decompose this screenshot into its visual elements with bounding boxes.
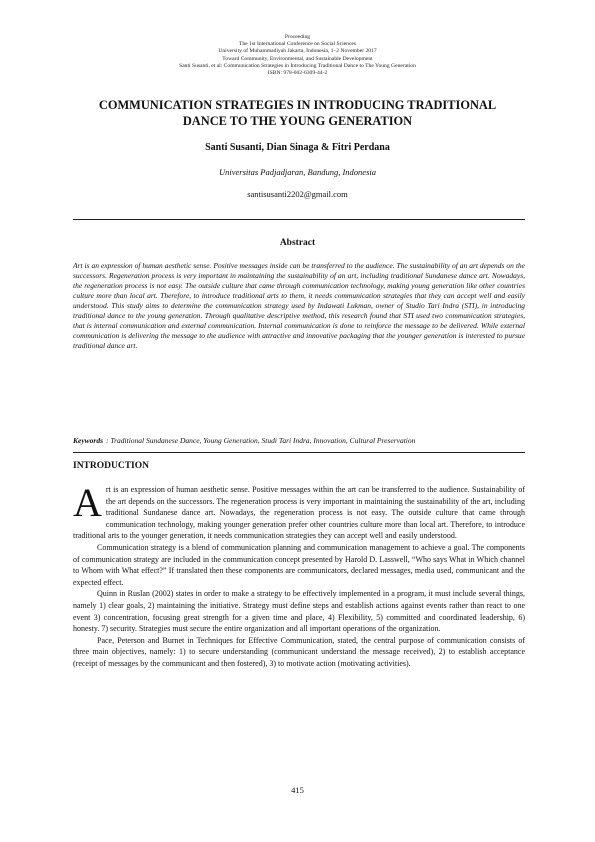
intro-paragraph-1-text: rt is an expression of human aesthetic sense. Positive messages within the art can be transferred to the audience. Sustainability of the art depends on the successors. The regeneration process is very important in maintaining the sustainability of the art, including traditional Sundanese dance art. Nowadays, the regeneration process is not easy. The outside culture that came through communication technology, making younger generation prefer other countries culture more than local art. Therefore, to introduce traditional arts to the younger generation, it needs communication strategies they can accept well and easily understood.: [73, 485, 525, 541]
running-header: [0, 34, 595, 77]
header-line-citation: Santi Susanti, et al: Communication Strategies in Introducing Traditional Dance to The Young Generation: [179, 62, 416, 69]
intro-paragraph-2: Communication strategy is a blend of communication planning and communication management to achieve a goal. The components of communication strategy are included in the communication concept presented by Harold D. Lasswell, “Who says What in Which channel to Whom with What effect?” If translated then these components are communicators, declared messages, media used, communicant and the expected effect.: [73, 542, 525, 587]
header-line-proceeding: Proceeding: [284, 34, 311, 40]
keywords-label: Keywords: [73, 436, 103, 445]
author-list: Santi Susanti, Dian Sinaga & Fitri Perdana: [205, 142, 390, 153]
author-affiliation: Universitas Padjadjaran, Bandung, Indonesia: [218, 167, 376, 177]
page-number: 415: [291, 785, 304, 795]
intro-paragraph-3: Quinn in Ruslan (2002) states in order to make a strategy to be effectively implemented in a program, it must include several things, namely 1) clear goals, 2) maintaining the initiative. Strategy must define steps and establish actions against events rather than react to one event 3) concentration, focusing great strength for a given time and place, 4) Flexibility, 5) committed and coordinated leadership, 6) honesty. 7) security. Strategies must secure the entire organization and all important operations of the organization.: [73, 589, 525, 634]
keywords-text: : Traditional Sundanese Dance, Young Generation, Studi Tari Indra, Innovation, Cultural Preservation: [106, 436, 416, 445]
author-email: santisusanti2202@gmail.com: [247, 189, 348, 199]
abstract-text: Art is an expression of human aesthetic sense. Positive messages inside can be transferred to the audience. The sustainability of an art depends on the successors. Regeneration process is very important in maintaining the sustainability of an art, including traditional Sundanese dance art. Nowadays, the regeneration process is not easy. The outside culture that came through communication technology, making young generation like other countries culture more than local art. Therefore, to introduce traditional arts to them, it needs communication strategies that they can accept well and easily understood. This study aims to determine the communication strategy used by Indawati Lukman, owner of Studio Tari Indra (STI), in introducing traditional dance to the young generation. Through qualitative descriptive method, this research found that STI used two communication strategies, that is internal communication and external communication. Internal communication is done to reinforce the message to be delivered. While external communication is delivering the message to the audience with attractive and innovative packaging that the younger generation is interested to pursue traditional dance art.: [73, 261, 525, 350]
introduction-body: [73, 480, 525, 670]
intro-paragraph-4: Pace, Peterson and Burnet in Techniques for Effective Communication, stated, the central purpose of communication consists of three main objectives, namely: 1) to secure understanding (communicant understand the message received), 2) to establish acceptance (receipt of messages by the communicant and then fostered), 3) to motivate action (motivating activities).: [73, 635, 525, 668]
abstract-heading: Abstract: [279, 238, 316, 248]
top-divider: [73, 219, 525, 220]
introduction-heading: INTRODUCTION: [73, 461, 150, 471]
header-line-conference: The 1st International Conference on Social Sciences: [238, 41, 357, 48]
keywords-divider: [73, 452, 525, 453]
paper-title: COMMUNICATION STRATEGIES IN INTRODUCING TRADITIONAL DANCE TO THE YOUNG GENERATION: [98, 98, 497, 128]
keywords-block: [73, 436, 525, 446]
header-line-theme: Toward Community, Environmental, and Sustainable Development: [222, 55, 373, 62]
header-line-venue: University of Muhammadiyah Jakarta, Indonesia, 1–2 November 2017: [218, 48, 377, 55]
header-line-isbn: ISBN: 978-602-6309-44-2: [267, 70, 328, 77]
drop-cap: A: [73, 480, 102, 525]
intro-paragraph-1: [73, 480, 525, 542]
